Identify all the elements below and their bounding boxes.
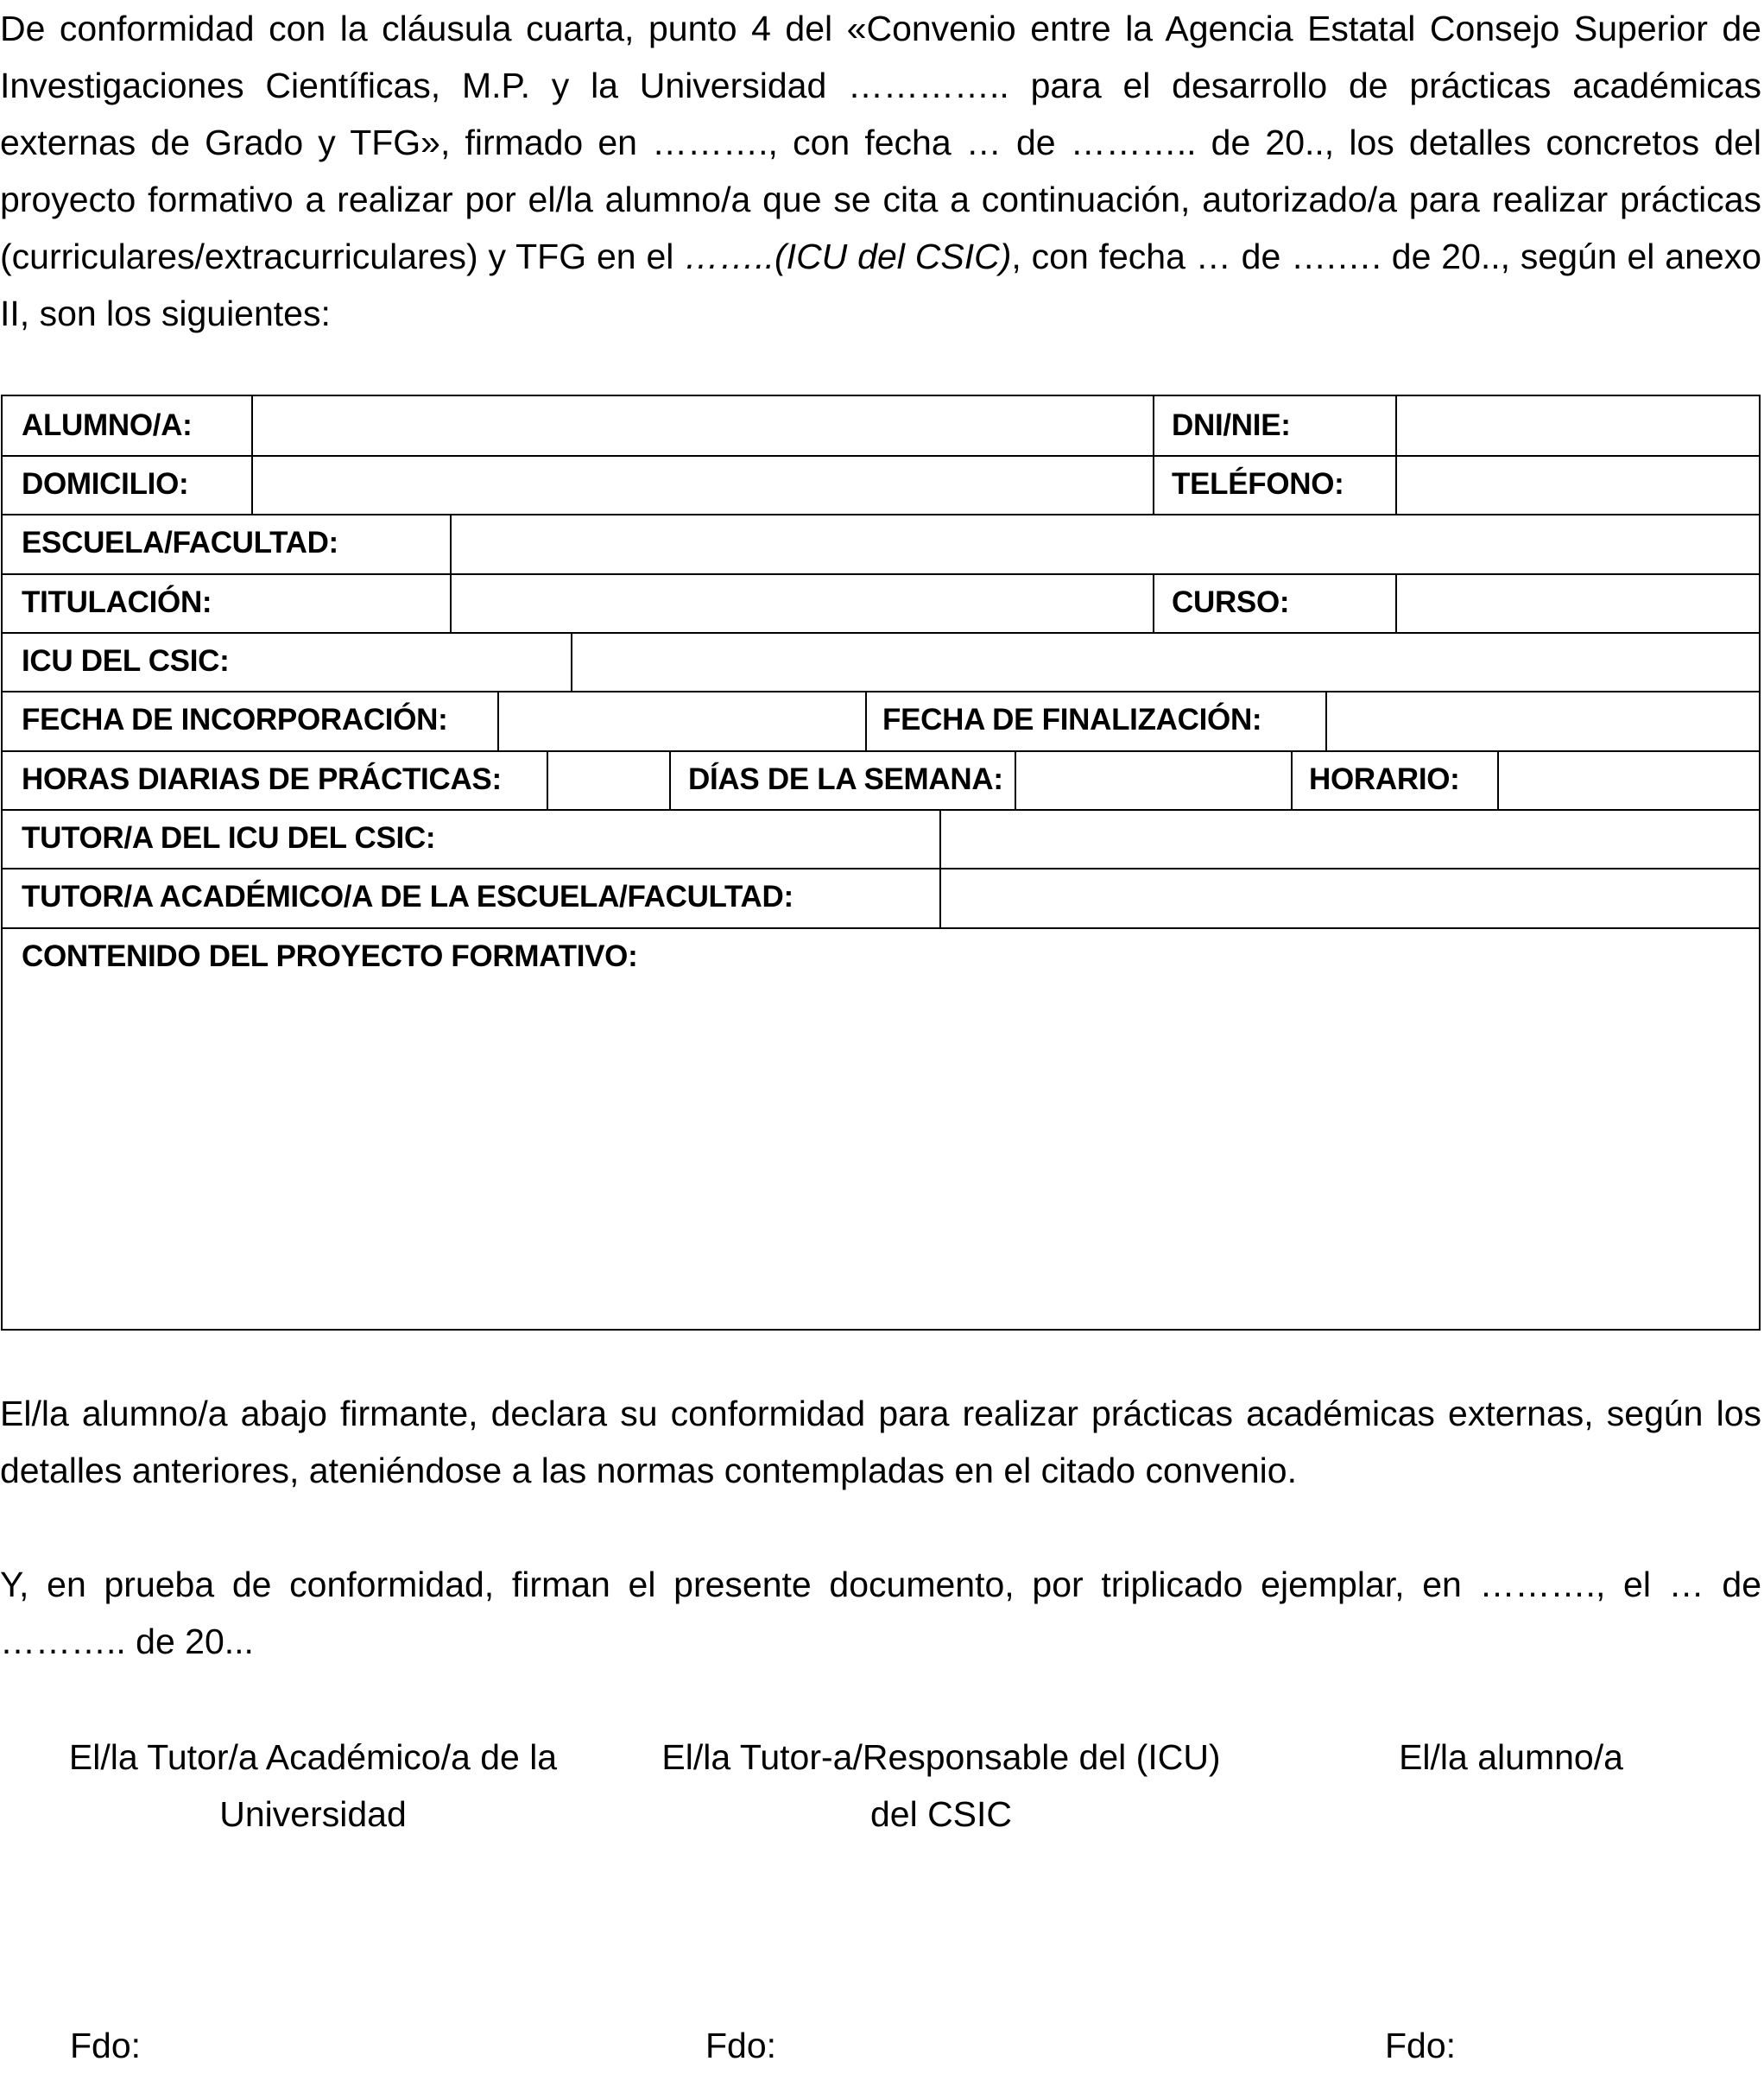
col-divider bbox=[865, 691, 867, 750]
label-dias: DÍAS DE LA SEMANA: bbox=[688, 762, 1003, 796]
intro-text-italic: ……..(ICU del CSIC) bbox=[684, 237, 1012, 276]
field-dni[interactable] bbox=[1397, 396, 1759, 455]
label-horario: HORARIO: bbox=[1309, 762, 1460, 796]
label-domicilio: DOMICILIO: bbox=[22, 467, 189, 501]
label-fecha-finalizacion: FECHA DE FINALIZACIÓN: bbox=[882, 703, 1262, 737]
field-escuela[interactable] bbox=[452, 514, 1759, 573]
signature-icu-tutor bbox=[639, 1729, 1243, 1843]
field-fecha-incorporacion[interactable] bbox=[499, 691, 865, 750]
field-tutor-icu[interactable] bbox=[941, 809, 1759, 868]
label-telefono: TELÉFONO: bbox=[1172, 467, 1344, 501]
proof-paragraph: Y, en prueba de conformidad, firman el presente documento, por triplicado ejemplar, en ………., el … de ……….. de 20... bbox=[0, 1565, 1761, 1661]
label-dni: DNI/NIE: bbox=[1172, 408, 1291, 442]
fdo-academic: Fdo: bbox=[70, 2026, 142, 2065]
field-alumno[interactable] bbox=[253, 396, 1153, 455]
intro-text-part1: De conformidad con la cláusula cuarta, punto 4 del «Convenio entre la Agencia Estatal Consejo Superior de Investigaciones Científicas, M.P. y la Universidad ………….. para el desarrollo de prácticas académicas externas de Grado y TFG», firmado en ………., con fecha … de ……….. de 20.., los detalles concretos del proyecto formativo a realizar por el/la alumno/a que se cita a continuación, autorizado/a para realizar prácticas (curriculares/extracurriculares) y TFG en el bbox=[0, 9, 1761, 276]
field-horario[interactable] bbox=[1499, 750, 1759, 809]
col-divider bbox=[1153, 396, 1154, 514]
label-icu: ICU DEL CSIC: bbox=[22, 644, 230, 678]
label-alumno: ALUMNO/A: bbox=[22, 408, 193, 442]
intro-text-part2: , con fecha … de ….…. de 20.., según el anexo II, son los siguientes: bbox=[0, 237, 1761, 333]
label-horas: HORAS DIARIAS DE PRÁCTICAS: bbox=[22, 762, 502, 796]
signature-academic-line1: El/la Tutor/a Académico/a de la bbox=[68, 1737, 558, 1777]
label-titulacion: TITULACIÓN: bbox=[22, 585, 212, 619]
field-telefono[interactable] bbox=[1397, 455, 1759, 514]
field-tutor-academico[interactable] bbox=[941, 868, 1759, 927]
label-escuela: ESCUELA/FACULTAD: bbox=[22, 526, 338, 560]
label-curso: CURSO: bbox=[1172, 585, 1290, 619]
field-curso[interactable] bbox=[1397, 573, 1759, 632]
label-contenido: CONTENIDO DEL PROYECTO FORMATIVO: bbox=[22, 939, 638, 973]
field-icu[interactable] bbox=[572, 632, 1759, 691]
signature-academic-line2: Universidad bbox=[219, 1794, 407, 1834]
signature-icu-line2: del CSIC bbox=[869, 1794, 1013, 1834]
label-tutor-academico: TUTOR/A ACADÉMICO/A DE LA ESCUELA/FACULTAD: bbox=[22, 880, 793, 914]
label-tutor-icu: TUTOR/A DEL ICU DEL CSIC: bbox=[22, 821, 436, 855]
signature-academic-tutor bbox=[35, 1729, 591, 1843]
col-divider bbox=[1153, 573, 1154, 632]
intro-paragraph bbox=[0, 0, 1761, 342]
field-titulacion[interactable] bbox=[452, 573, 1153, 632]
signature-student-line1: El/la alumno/a bbox=[1399, 1737, 1623, 1777]
signature-icu-line1: El/la Tutor-a/Responsable del (ICU) bbox=[661, 1737, 1221, 1777]
field-horas[interactable] bbox=[548, 750, 669, 809]
col-divider bbox=[1291, 750, 1293, 809]
field-dias[interactable] bbox=[1016, 750, 1291, 809]
col-divider bbox=[669, 750, 671, 809]
declaration-paragraph: El/la alumno/a abajo firmante, declara su conformidad para realizar prácticas académicas externas, según los detalles anteriores, ateniéndose a las normas contempladas en el citado convenio. bbox=[0, 1394, 1761, 1490]
label-fecha-incorporacion: FECHA DE INCORPORACIÓN: bbox=[22, 703, 448, 737]
fdo-icu: Fdo: bbox=[705, 2026, 777, 2065]
field-domicilio[interactable] bbox=[253, 455, 1153, 514]
field-contenido[interactable] bbox=[3, 986, 1759, 1329]
project-form-table bbox=[1, 395, 1761, 1331]
field-fecha-finalizacion[interactable] bbox=[1327, 691, 1759, 750]
signature-student bbox=[1347, 1729, 1675, 1786]
fdo-student: Fdo: bbox=[1385, 2026, 1457, 2065]
